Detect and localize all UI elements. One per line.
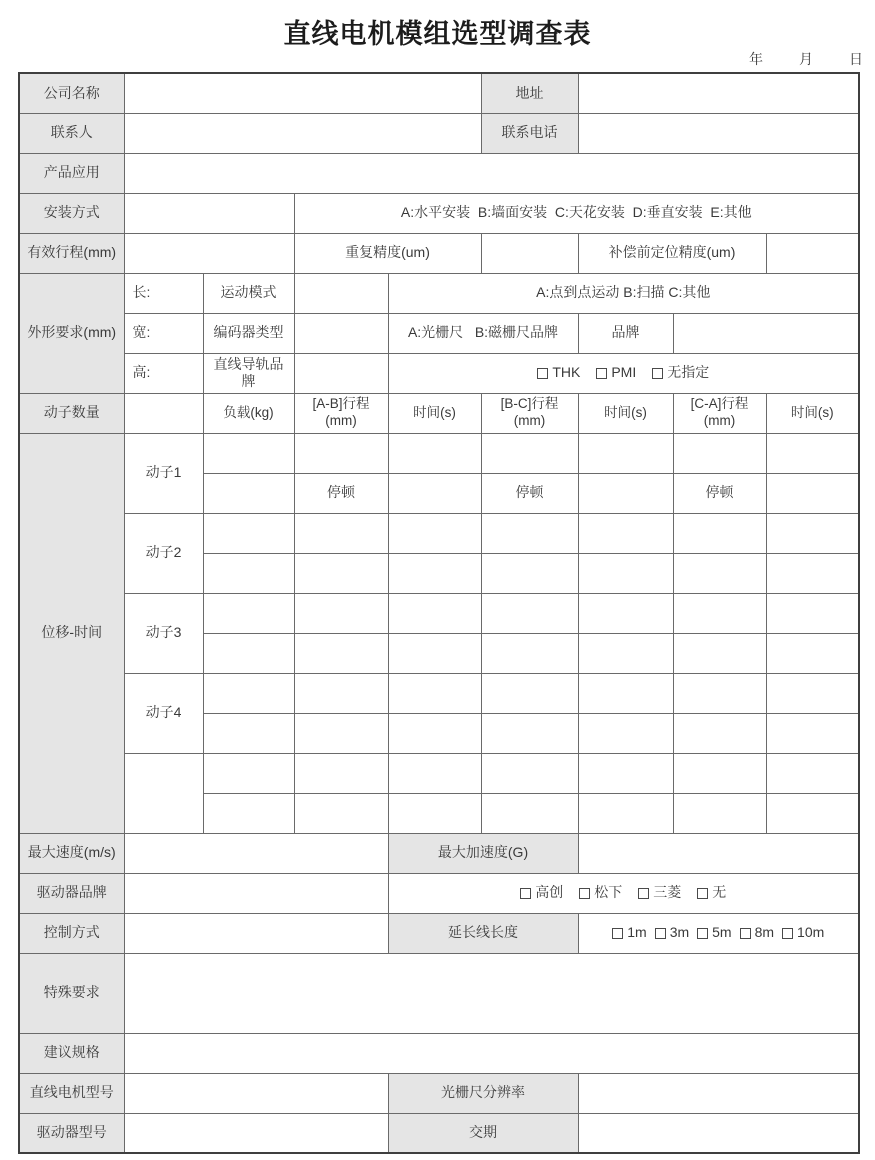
checkbox-option-label: 三菱 [653, 884, 682, 901]
height-label: 高: [124, 353, 203, 393]
driver-brand-label: 驱动器品牌 [19, 873, 124, 913]
pause-label: 停顿 [294, 473, 388, 513]
mover-grid-cell[interactable] [203, 593, 294, 633]
mover-grid-cell[interactable] [766, 433, 859, 473]
mover-grid-cell[interactable] [673, 793, 766, 833]
table-row [19, 233, 859, 273]
mover-grid-cell[interactable] [766, 793, 859, 833]
stroke-ab-header: [A-B]行程(mm) [294, 393, 388, 433]
table-row [19, 873, 859, 913]
mover-grid-cell[interactable] [766, 633, 859, 673]
checkbox-option-1m[interactable] [612, 924, 646, 942]
table-row [19, 953, 859, 1033]
table-row [19, 353, 859, 393]
table-row [19, 913, 859, 953]
mover-grid-cell[interactable] [388, 673, 481, 713]
mover-grid-cell[interactable] [766, 753, 859, 793]
mover-grid-cell[interactable] [578, 473, 673, 513]
table-row [19, 1113, 859, 1153]
special-requirements-label: 特殊要求 [19, 953, 124, 1033]
mover-2-label: 动子2 [124, 513, 203, 593]
max-acceleration-label: 最大加速度(G) [388, 833, 578, 873]
checkbox-option-5m[interactable] [697, 924, 731, 942]
time-header: 时间(s) [388, 393, 481, 433]
checkbox-option-label: 10m [797, 924, 825, 941]
mover-grid-cell[interactable] [388, 433, 481, 473]
extension-options-cell [578, 913, 859, 953]
mover-grid-cell[interactable] [203, 473, 294, 513]
brand-label: 品牌 [578, 313, 673, 353]
checkbox-option-pmi[interactable] [596, 364, 636, 382]
guide-brand-options-cell [388, 353, 859, 393]
checkbox-icon[interactable] [596, 368, 607, 379]
max-speed-label: 最大速度(m/s) [19, 833, 124, 873]
mover-grid-cell[interactable] [294, 553, 388, 593]
mover-quantity-label: 动子数量 [19, 393, 124, 433]
company-name-label: 公司名称 [19, 73, 124, 113]
mover-grid-cell[interactable] [294, 713, 388, 753]
mover-grid-cell[interactable] [578, 753, 673, 793]
checkbox-icon[interactable] [612, 928, 623, 939]
stroke-ca-header: [C-A]行程(mm) [673, 393, 766, 433]
mover-grid-cell[interactable] [203, 753, 294, 793]
checkbox-option-panasonic[interactable] [579, 884, 622, 902]
mover-quantity-input-cell[interactable] [124, 393, 203, 433]
table-row [19, 673, 859, 713]
pre-comp-accuracy-label: 补偿前定位精度(um) [578, 233, 766, 273]
checkbox-option-thk[interactable] [537, 364, 580, 382]
contact-phone-label: 联系电话 [481, 113, 578, 153]
checkbox-icon[interactable] [537, 368, 548, 379]
time-header: 时间(s) [766, 393, 859, 433]
checkbox-option-label: 高创 [535, 884, 564, 901]
checkbox-icon[interactable] [655, 928, 666, 939]
mover-grid-cell[interactable] [203, 793, 294, 833]
mover-grid-cell[interactable] [766, 553, 859, 593]
checkbox-option-8m[interactable] [740, 924, 774, 942]
mover-grid-cell[interactable] [481, 793, 578, 833]
pause-label: 停顿 [673, 473, 766, 513]
driver-model-label: 驱动器型号 [19, 1113, 124, 1153]
checkbox-option-mitsubishi[interactable] [638, 884, 681, 902]
checkbox-icon[interactable] [697, 888, 708, 899]
mover-grid-cell[interactable] [388, 473, 481, 513]
date-month-label: 月 [799, 51, 813, 67]
contact-phone-input-cell[interactable] [578, 113, 859, 153]
checkbox-icon[interactable] [520, 888, 531, 899]
table-row [19, 193, 859, 233]
delivery-label: 交期 [388, 1113, 578, 1153]
contact-person-label: 联系人 [19, 113, 124, 153]
max-speed-input-cell[interactable] [124, 833, 388, 873]
mover-grid-cell[interactable] [578, 433, 673, 473]
table-row [19, 1073, 859, 1113]
checkbox-option-label: 3m [669, 924, 690, 941]
mover-grid-cell[interactable] [578, 633, 673, 673]
mover-grid-cell[interactable] [203, 513, 294, 553]
mover-grid-cell[interactable] [481, 513, 578, 553]
suggested-spec-input-cell[interactable] [124, 1033, 859, 1073]
checkbox-option-label: 8m [754, 924, 775, 941]
length-label: 长: [124, 273, 203, 313]
driver-model-input-cell[interactable] [124, 1113, 388, 1153]
contact-person-input-cell[interactable] [124, 113, 481, 153]
mover-4-label: 动子4 [124, 673, 203, 753]
installation-method-label: 安装方式 [19, 193, 124, 233]
table-row [19, 113, 859, 153]
table-row [19, 153, 859, 193]
mover-grid-cell[interactable] [203, 633, 294, 673]
mover-grid-cell[interactable] [766, 473, 859, 513]
mover-grid-cell[interactable] [673, 633, 766, 673]
delivery-input-cell[interactable] [578, 1113, 859, 1153]
table-row [19, 1033, 859, 1073]
special-requirements-input-cell[interactable] [124, 953, 859, 1033]
date-year-label: 年 [749, 51, 763, 67]
mover-1-label: 动子1 [124, 433, 203, 513]
checkbox-option-3m[interactable] [655, 924, 689, 942]
mover-grid-cell[interactable] [766, 673, 859, 713]
mover-grid-cell[interactable] [673, 713, 766, 753]
checkbox-option-label: 无 [712, 884, 727, 901]
mover-grid-cell[interactable] [203, 433, 294, 473]
suggested-spec-label: 建议规格 [19, 1033, 124, 1073]
mover-grid-cell[interactable] [481, 433, 578, 473]
encoder-options-legend: A:光栅尺 B:磁栅尺品牌 [388, 313, 578, 353]
mover-grid-cell[interactable] [294, 513, 388, 553]
table-row [19, 833, 859, 873]
checkbox-option-gaochuang[interactable] [520, 884, 563, 902]
time-header: 时间(s) [578, 393, 673, 433]
extension-length-label: 延长线长度 [388, 913, 578, 953]
address-label: 地址 [481, 73, 578, 113]
date-day-label: 日 [849, 51, 863, 67]
checkbox-option-label: 1m [627, 924, 647, 941]
checkbox-option-label: 松下 [594, 884, 623, 901]
mover-grid-cell[interactable] [578, 553, 673, 593]
mover-grid-cell[interactable] [388, 753, 481, 793]
table-row [19, 73, 859, 113]
mover-grid-cell[interactable] [578, 673, 673, 713]
mover-grid-cell[interactable] [673, 513, 766, 553]
effective-stroke-input-cell[interactable] [124, 233, 294, 273]
mover-grid-cell[interactable] [294, 793, 388, 833]
installation-options-legend: A:水平安装 B:墙面安装 C:天花安装 D:垂直安装 E:其他 [294, 193, 859, 233]
mover-grid-cell[interactable] [481, 673, 578, 713]
mover-grid-cell[interactable] [203, 673, 294, 713]
mover-grid-cell[interactable] [294, 433, 388, 473]
grating-resolution-input-cell[interactable] [578, 1073, 859, 1113]
table-row [19, 513, 859, 553]
checkbox-icon[interactable] [697, 928, 708, 939]
driver-brand-input-cell[interactable] [124, 873, 388, 913]
checkbox-icon[interactable] [579, 888, 590, 899]
table-row [19, 313, 859, 353]
pre-comp-accuracy-input-cell[interactable] [766, 233, 859, 273]
mover-grid-cell[interactable] [578, 513, 673, 553]
mover-grid-cell[interactable] [673, 753, 766, 793]
linear-guide-brand-input-cell[interactable] [294, 353, 388, 393]
survey-form-table [18, 72, 860, 1154]
mover-grid-cell[interactable] [388, 793, 481, 833]
mover-grid-cell[interactable] [578, 713, 673, 753]
mover-grid-cell[interactable] [766, 713, 859, 753]
mover-grid-cell[interactable] [294, 673, 388, 713]
mover-grid-cell[interactable] [294, 593, 388, 633]
mover-grid-cell[interactable] [766, 513, 859, 553]
motion-mode-options-legend: A:点到点运动 B:扫描 C:其他 [388, 273, 859, 313]
page-title: 直线电机模组选型调查表 [283, 19, 592, 49]
checkbox-option-label: PMI [611, 364, 637, 381]
checkbox-icon[interactable] [782, 928, 793, 939]
mover-grid-cell[interactable] [388, 513, 481, 553]
mover-grid-cell[interactable] [203, 553, 294, 593]
checkbox-icon[interactable] [638, 888, 649, 899]
pause-label: 停顿 [481, 473, 578, 513]
mover-grid-cell[interactable] [673, 433, 766, 473]
displacement-time-label: 位移-时间 [19, 433, 124, 833]
mover-grid-cell[interactable] [388, 593, 481, 633]
table-row [19, 393, 859, 433]
table-row [19, 753, 859, 793]
checkbox-option-10m[interactable] [782, 924, 824, 942]
linear-motor-model-label: 直线电机型号 [19, 1073, 124, 1113]
linear-motor-model-input-cell[interactable] [124, 1073, 388, 1113]
company-name-input-cell[interactable] [124, 73, 481, 113]
checkbox-icon[interactable] [740, 928, 751, 939]
mover-grid-cell[interactable] [294, 753, 388, 793]
load-header: 负载(kg) [203, 393, 294, 433]
encoder-type-label: 编码器类型 [203, 313, 294, 353]
table-row [19, 593, 859, 633]
mover-grid-cell[interactable] [294, 633, 388, 673]
driver-brand-options-cell [388, 873, 859, 913]
grating-resolution-label: 光栅尺分辨率 [388, 1073, 578, 1113]
mover-3-label: 动子3 [124, 593, 203, 673]
mover-grid-cell[interactable] [766, 593, 859, 633]
brand-input-cell[interactable] [673, 313, 859, 353]
effective-stroke-label: 有效行程(mm) [19, 233, 124, 273]
mover-grid-cell[interactable] [673, 673, 766, 713]
address-input-cell[interactable] [578, 73, 859, 113]
motion-mode-label: 运动模式 [203, 273, 294, 313]
max-acceleration-input-cell[interactable] [578, 833, 859, 873]
checkbox-option-label: 5m [712, 924, 732, 941]
product-application-label: 产品应用 [19, 153, 124, 193]
linear-guide-brand-label: 直线导轨品牌 [203, 353, 294, 393]
mover-grid-cell[interactable] [388, 713, 481, 753]
checkbox-option-none[interactable] [697, 884, 726, 902]
mover-grid-cell[interactable] [673, 553, 766, 593]
mover-grid-cell[interactable] [481, 713, 578, 753]
mover-grid-cell[interactable] [481, 593, 578, 633]
encoder-type-input-cell[interactable] [294, 313, 388, 353]
product-application-input-cell[interactable] [124, 153, 859, 193]
repeat-accuracy-input-cell[interactable] [481, 233, 578, 273]
motion-mode-input-cell[interactable] [294, 273, 388, 313]
checkbox-icon[interactable] [652, 368, 663, 379]
mover-grid-cell[interactable] [578, 593, 673, 633]
control-method-input-cell[interactable] [124, 913, 388, 953]
installation-method-input-cell[interactable] [124, 193, 294, 233]
date-line [749, 49, 863, 69]
mover-grid-cell[interactable] [673, 593, 766, 633]
checkbox-option-unspecified[interactable] [652, 364, 709, 382]
checkbox-option-label: THK [552, 364, 581, 381]
mover-grid-cell[interactable] [388, 633, 481, 673]
mover-grid-cell[interactable] [388, 553, 481, 593]
checkbox-option-label: 无指定 [667, 364, 710, 381]
mover-grid-cell[interactable] [481, 753, 578, 793]
control-method-label: 控制方式 [19, 913, 124, 953]
mover-grid-cell[interactable] [578, 793, 673, 833]
stroke-bc-header: [B-C]行程(mm) [481, 393, 578, 433]
width-label: 宽: [124, 313, 203, 353]
table-row [19, 273, 859, 313]
dimension-req-label: 外形要求(mm) [19, 273, 124, 393]
repeat-accuracy-label: 重复精度(um) [294, 233, 481, 273]
table-row [19, 433, 859, 473]
mover-grid-cell[interactable] [481, 553, 578, 593]
mover-grid-cell[interactable] [481, 633, 578, 673]
mover-grid-cell[interactable] [203, 713, 294, 753]
mover-5-label [124, 753, 203, 833]
